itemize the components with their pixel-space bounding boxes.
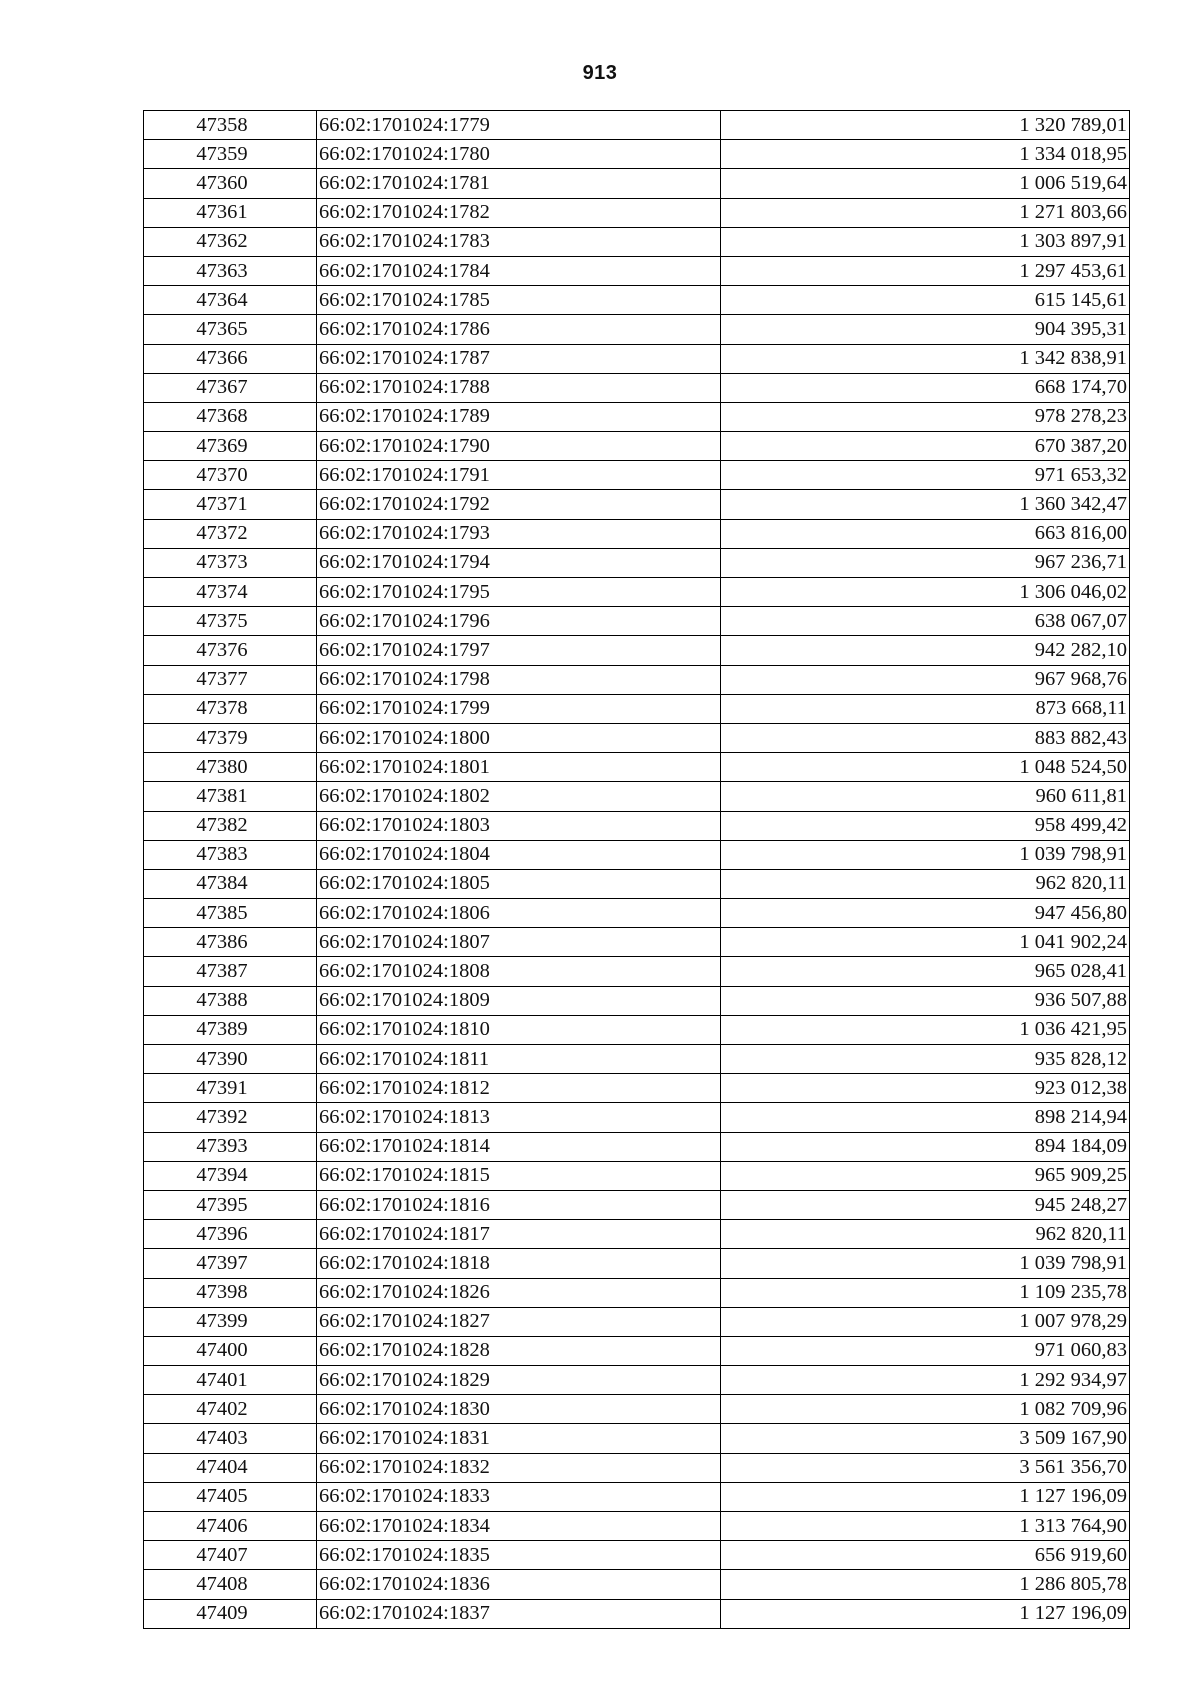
cadastral-value-cell: 1 360 342,47 [721,490,1130,519]
row-number-cell: 47381 [144,782,317,811]
table-row [144,1103,1130,1132]
cadastral-value-cell: 1 334 018,95 [721,140,1130,169]
cadastral-number-cell: 66:02:1701024:1782 [317,198,721,227]
table-row [144,169,1130,198]
table-row [144,782,1130,811]
table-row [144,986,1130,1015]
cadastral-number-cell: 66:02:1701024:1780 [317,140,721,169]
row-number-cell: 47391 [144,1074,317,1103]
table-row [144,1570,1130,1599]
row-number-cell: 47394 [144,1161,317,1190]
cadastral-value-cell: 971 060,83 [721,1336,1130,1365]
row-number-cell: 47397 [144,1249,317,1278]
row-number-cell: 47360 [144,169,317,198]
row-number-cell: 47403 [144,1424,317,1453]
cadastral-number-cell: 66:02:1701024:1794 [317,548,721,577]
cadastral-number-cell: 66:02:1701024:1785 [317,286,721,315]
table-row [144,1424,1130,1453]
cadastral-value-cell: 945 248,27 [721,1190,1130,1219]
cadastral-number-cell: 66:02:1701024:1799 [317,694,721,723]
cadastral-number-cell: 66:02:1701024:1788 [317,373,721,402]
cadastral-number-cell: 66:02:1701024:1807 [317,928,721,957]
table-row [144,840,1130,869]
row-number-cell: 47367 [144,373,317,402]
table-row [144,519,1130,548]
cadastral-value-cell: 936 507,88 [721,986,1130,1015]
cadastral-value-cell: 668 174,70 [721,373,1130,402]
cadastral-value-cell: 615 145,61 [721,286,1130,315]
cadastral-value-cell: 923 012,38 [721,1074,1130,1103]
cadastral-number-cell: 66:02:1701024:1793 [317,519,721,548]
row-number-cell: 47393 [144,1132,317,1161]
table-row [144,111,1130,140]
row-number-cell: 47371 [144,490,317,519]
cadastral-number-cell: 66:02:1701024:1817 [317,1220,721,1249]
cadastral-value-cell: 1 039 798,91 [721,1249,1130,1278]
cadastral-number-cell: 66:02:1701024:1789 [317,402,721,431]
cadastral-value-cell: 1 292 934,97 [721,1366,1130,1395]
cadastral-number-cell: 66:02:1701024:1835 [317,1541,721,1570]
cadastral-number-cell: 66:02:1701024:1802 [317,782,721,811]
table-row [144,344,1130,373]
cadastral-number-cell: 66:02:1701024:1790 [317,432,721,461]
cadastral-value-cell: 1 082 709,96 [721,1395,1130,1424]
table-row [144,1541,1130,1570]
table-row [144,286,1130,315]
table-row [144,1482,1130,1511]
cadastral-number-cell: 66:02:1701024:1797 [317,636,721,665]
table-row [144,636,1130,665]
cadastral-value-cell: 965 909,25 [721,1161,1130,1190]
cadastral-value-cell: 894 184,09 [721,1132,1130,1161]
row-number-cell: 47364 [144,286,317,315]
row-number-cell: 47390 [144,1045,317,1074]
table-row [144,1015,1130,1044]
cadastral-number-cell: 66:02:1701024:1796 [317,607,721,636]
table-row [144,1395,1130,1424]
cadastral-value-cell: 898 214,94 [721,1103,1130,1132]
cadastral-number-cell: 66:02:1701024:1805 [317,869,721,898]
table-row [144,490,1130,519]
table-row [144,1366,1130,1395]
row-number-cell: 47368 [144,402,317,431]
table-row [144,607,1130,636]
row-number-cell: 47363 [144,256,317,285]
cadastral-number-cell: 66:02:1701024:1830 [317,1395,721,1424]
cadastral-number-cell: 66:02:1701024:1812 [317,1074,721,1103]
cadastral-number-cell: 66:02:1701024:1801 [317,753,721,782]
cadastral-value-cell: 971 653,32 [721,461,1130,490]
row-number-cell: 47400 [144,1336,317,1365]
row-number-cell: 47375 [144,607,317,636]
cadastral-value-cell: 1 036 421,95 [721,1015,1130,1044]
table-row [144,811,1130,840]
table-row [144,1074,1130,1103]
table-row [144,256,1130,285]
cadastral-number-cell: 66:02:1701024:1808 [317,957,721,986]
cadastral-number-cell: 66:02:1701024:1809 [317,986,721,1015]
cadastral-number-cell: 66:02:1701024:1792 [317,490,721,519]
cadastral-number-cell: 66:02:1701024:1837 [317,1599,721,1628]
row-number-cell: 47374 [144,578,317,607]
cadastral-number-cell: 66:02:1701024:1831 [317,1424,721,1453]
table-row [144,140,1130,169]
row-number-cell: 47398 [144,1278,317,1307]
row-number-cell: 47387 [144,957,317,986]
table-row [144,1045,1130,1074]
row-number-cell: 47370 [144,461,317,490]
cadastral-value-cell: 1 286 805,78 [721,1570,1130,1599]
row-number-cell: 47358 [144,111,317,140]
row-number-cell: 47409 [144,1599,317,1628]
cadastral-value-cell: 1 127 196,09 [721,1482,1130,1511]
table-row [144,402,1130,431]
table-row [144,694,1130,723]
table-row [144,899,1130,928]
row-number-cell: 47369 [144,432,317,461]
row-number-cell: 47401 [144,1366,317,1395]
cadastral-number-cell: 66:02:1701024:1803 [317,811,721,840]
row-number-cell: 47385 [144,899,317,928]
table-row [144,753,1130,782]
cadastral-value-cell: 1 006 519,64 [721,169,1130,198]
cadastral-value-cell: 1 007 978,29 [721,1307,1130,1336]
cadastral-value-cell: 960 611,81 [721,782,1130,811]
cadastral-number-cell: 66:02:1701024:1832 [317,1453,721,1482]
table-body [144,111,1130,1629]
table-row [144,665,1130,694]
table-row [144,1512,1130,1541]
row-number-cell: 47405 [144,1482,317,1511]
cadastral-number-cell: 66:02:1701024:1836 [317,1570,721,1599]
cadastral-value-cell: 3 509 167,90 [721,1424,1130,1453]
table-row [144,1220,1130,1249]
table-row [144,957,1130,986]
cadastral-value-cell: 1 306 046,02 [721,578,1130,607]
cadastral-value-cell: 967 968,76 [721,665,1130,694]
table-row [144,1190,1130,1219]
page-number: 913 [582,62,618,84]
cadastral-number-cell: 66:02:1701024:1813 [317,1103,721,1132]
cadastral-value-cell: 663 816,00 [721,519,1130,548]
cadastral-number-cell: 66:02:1701024:1829 [317,1366,721,1395]
row-number-cell: 47378 [144,694,317,723]
row-number-cell: 47395 [144,1190,317,1219]
cadastral-value-cell: 1 342 838,91 [721,344,1130,373]
row-number-cell: 47399 [144,1307,317,1336]
table-row [144,461,1130,490]
cadastral-value-cell: 942 282,10 [721,636,1130,665]
row-number-cell: 47402 [144,1395,317,1424]
cadastral-number-cell: 66:02:1701024:1783 [317,227,721,256]
cadastral-number-cell: 66:02:1701024:1827 [317,1307,721,1336]
table-row [144,1453,1130,1482]
row-number-cell: 47382 [144,811,317,840]
table-row [144,1249,1130,1278]
row-number-cell: 47366 [144,344,317,373]
cadastral-value-cell: 873 668,11 [721,694,1130,723]
row-number-cell: 47383 [144,840,317,869]
row-number-cell: 47388 [144,986,317,1015]
cadastral-value-cell: 3 561 356,70 [721,1453,1130,1482]
table-row [144,227,1130,256]
row-number-cell: 47407 [144,1541,317,1570]
row-number-cell: 47406 [144,1512,317,1541]
cadastral-number-cell: 66:02:1701024:1816 [317,1190,721,1219]
row-number-cell: 47404 [144,1453,317,1482]
cadastral-value-cell: 883 882,43 [721,723,1130,752]
cadastral-number-cell: 66:02:1701024:1798 [317,665,721,694]
cadastral-number-cell: 66:02:1701024:1810 [317,1015,721,1044]
cadastral-value-cell: 935 828,12 [721,1045,1130,1074]
table-row [144,1599,1130,1628]
table-row [144,548,1130,577]
cadastral-value-cell: 1 297 453,61 [721,256,1130,285]
table-row [144,1307,1130,1336]
cadastral-value-cell: 967 236,71 [721,548,1130,577]
cadastral-number-cell: 66:02:1701024:1791 [317,461,721,490]
table-row [144,315,1130,344]
cadastral-number-cell: 66:02:1701024:1814 [317,1132,721,1161]
table-row [144,373,1130,402]
cadastral-value-cell: 965 028,41 [721,957,1130,986]
cadastral-number-cell: 66:02:1701024:1811 [317,1045,721,1074]
cadastral-number-cell: 66:02:1701024:1828 [317,1336,721,1365]
table-row [144,869,1130,898]
row-number-cell: 47362 [144,227,317,256]
table-row [144,1132,1130,1161]
cadastral-value-cell: 1 048 524,50 [721,753,1130,782]
row-number-cell: 47372 [144,519,317,548]
cadastral-value-table [143,110,1130,1629]
cadastral-value-cell: 1 271 803,66 [721,198,1130,227]
cadastral-value-cell: 962 820,11 [721,1220,1130,1249]
cadastral-number-cell: 66:02:1701024:1800 [317,723,721,752]
cadastral-value-cell: 1 039 798,91 [721,840,1130,869]
table-row [144,578,1130,607]
row-number-cell: 47389 [144,1015,317,1044]
row-number-cell: 47373 [144,548,317,577]
cadastral-value-cell: 1 303 897,91 [721,227,1130,256]
cadastral-number-cell: 66:02:1701024:1804 [317,840,721,869]
cadastral-number-cell: 66:02:1701024:1781 [317,169,721,198]
cadastral-table-container [143,110,1130,1629]
cadastral-number-cell: 66:02:1701024:1806 [317,899,721,928]
table-row [144,1161,1130,1190]
cadastral-number-cell: 66:02:1701024:1833 [317,1482,721,1511]
cadastral-value-cell: 962 820,11 [721,869,1130,898]
cadastral-value-cell: 638 067,07 [721,607,1130,636]
row-number-cell: 47408 [144,1570,317,1599]
table-row [144,432,1130,461]
row-number-cell: 47376 [144,636,317,665]
cadastral-number-cell: 66:02:1701024:1787 [317,344,721,373]
cadastral-number-cell: 66:02:1701024:1786 [317,315,721,344]
row-number-cell: 47359 [144,140,317,169]
cadastral-number-cell: 66:02:1701024:1779 [317,111,721,140]
cadastral-value-cell: 947 456,80 [721,899,1130,928]
cadastral-value-cell: 656 919,60 [721,1541,1130,1570]
table-row [144,928,1130,957]
row-number-cell: 47392 [144,1103,317,1132]
cadastral-value-cell: 1 041 902,24 [721,928,1130,957]
row-number-cell: 47365 [144,315,317,344]
table-row [144,1278,1130,1307]
cadastral-number-cell: 66:02:1701024:1826 [317,1278,721,1307]
cadastral-value-cell: 978 278,23 [721,402,1130,431]
table-row [144,1336,1130,1365]
cadastral-value-cell: 958 499,42 [721,811,1130,840]
row-number-cell: 47380 [144,753,317,782]
row-number-cell: 47377 [144,665,317,694]
cadastral-value-cell: 1 313 764,90 [721,1512,1130,1541]
cadastral-value-cell: 1 320 789,01 [721,111,1130,140]
row-number-cell: 47386 [144,928,317,957]
cadastral-value-cell: 1 109 235,78 [721,1278,1130,1307]
cadastral-number-cell: 66:02:1701024:1818 [317,1249,721,1278]
table-row [144,723,1130,752]
row-number-cell: 47361 [144,198,317,227]
cadastral-value-cell: 670 387,20 [721,432,1130,461]
cadastral-number-cell: 66:02:1701024:1834 [317,1512,721,1541]
row-number-cell: 47396 [144,1220,317,1249]
row-number-cell: 47379 [144,723,317,752]
row-number-cell: 47384 [144,869,317,898]
cadastral-number-cell: 66:02:1701024:1795 [317,578,721,607]
cadastral-number-cell: 66:02:1701024:1815 [317,1161,721,1190]
table-row [144,198,1130,227]
cadastral-value-cell: 904 395,31 [721,315,1130,344]
cadastral-value-cell: 1 127 196,09 [721,1599,1130,1628]
cadastral-number-cell: 66:02:1701024:1784 [317,256,721,285]
